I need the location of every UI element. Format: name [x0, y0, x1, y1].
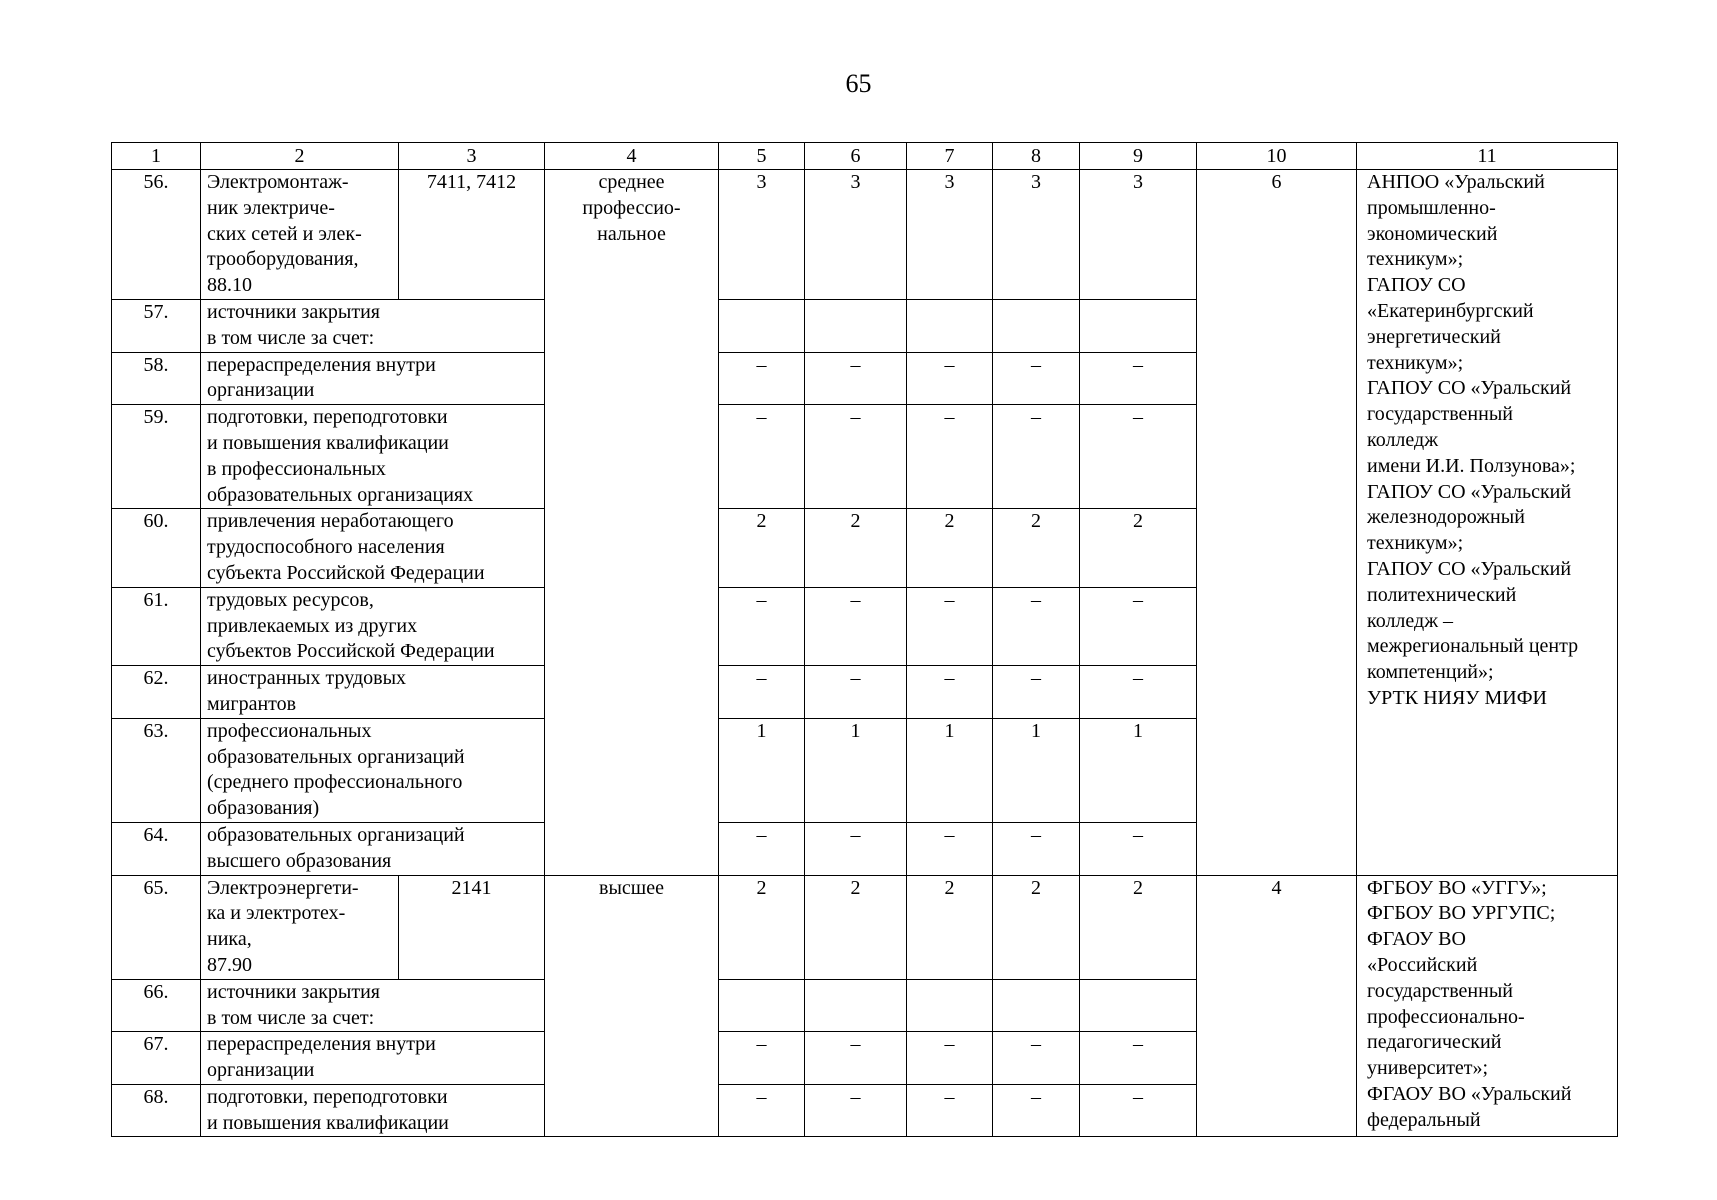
- source-description-line: источники закрытия: [207, 980, 380, 1003]
- profession-name-line: Электроэнергети-: [207, 876, 359, 899]
- source-description-cell: [201, 509, 545, 587]
- source-description-cell: [201, 405, 545, 509]
- source-description-line: иностранных трудовых: [207, 667, 407, 690]
- year-value-cell: 1: [993, 718, 1080, 822]
- institution-line: профессионально-: [1367, 1005, 1525, 1028]
- source-description-line: трудоспособного населения: [207, 536, 445, 559]
- row-number: 57.: [112, 299, 201, 352]
- education-level-line: высшее: [599, 876, 664, 899]
- year-value-cell: 2: [993, 875, 1080, 979]
- institution-count-cell: 6: [1197, 170, 1357, 876]
- institution-line: государственный: [1367, 979, 1513, 1002]
- institution-line: ГАПОУ СО: [1367, 274, 1466, 297]
- profession-name-line: ка и электротех-: [207, 902, 346, 925]
- table-row: [112, 170, 1618, 300]
- institution-line: АНПОО «Уральский: [1367, 171, 1545, 193]
- institution-line: межрегиональный центр: [1367, 635, 1579, 658]
- year-value-cell: –: [993, 352, 1080, 405]
- profession-name-line: 87.90: [207, 953, 252, 976]
- year-value-cell: –: [1080, 1032, 1197, 1085]
- source-description-cell: [201, 299, 545, 352]
- institution-line: промышленно-: [1367, 196, 1496, 219]
- institution-line: федеральный: [1367, 1108, 1481, 1131]
- year-value-cell: [907, 299, 993, 352]
- year-value-cell: –: [805, 405, 907, 509]
- row-number: 68.: [112, 1084, 201, 1137]
- source-description-cell: [201, 979, 545, 1032]
- year-value-cell: –: [993, 405, 1080, 509]
- source-description-line: профессиональных: [207, 719, 372, 742]
- profession-name-line: Электромонтаж-: [207, 171, 349, 193]
- year-value-cell: –: [805, 1032, 907, 1085]
- column-header: 9: [1080, 143, 1197, 170]
- profession-name-line: трооборудования,: [207, 248, 359, 271]
- page-number: 65: [845, 69, 872, 98]
- year-value-cell: –: [1080, 587, 1197, 665]
- education-level-cell: [545, 170, 719, 876]
- year-value-cell: –: [719, 1084, 805, 1137]
- source-description-line: образовательных организаций: [207, 745, 465, 768]
- row-number: 62.: [112, 666, 201, 719]
- year-value-cell: [805, 299, 907, 352]
- institution-line: ФГБОУ ВО «УГГУ»;: [1367, 876, 1547, 899]
- year-value-cell: –: [907, 587, 993, 665]
- institution-line: ГАПОУ СО «Уральский: [1367, 377, 1572, 400]
- source-description-cell: [201, 1032, 545, 1085]
- institution-line: ГАПОУ СО «Уральский: [1367, 480, 1572, 503]
- institution-line: «Екатеринбургский: [1367, 299, 1534, 322]
- source-description-line: высшего образования: [207, 849, 392, 872]
- year-value-cell: –: [805, 587, 907, 665]
- institution-line: железнодорожный: [1367, 506, 1525, 529]
- year-value-cell: [1080, 299, 1197, 352]
- row-number: 60.: [112, 509, 201, 587]
- institution-line: университет»;: [1367, 1057, 1489, 1080]
- source-description-cell: [201, 352, 545, 405]
- row-number: 65.: [112, 875, 201, 979]
- education-level-cell: [545, 875, 719, 1137]
- profession-name-cell: [201, 875, 399, 979]
- education-level-line: профессио-: [582, 196, 681, 219]
- institution-line: техникум»;: [1367, 351, 1464, 374]
- year-value-cell: 1: [907, 718, 993, 822]
- source-description-cell: [201, 587, 545, 665]
- source-description-line: образования): [207, 797, 320, 820]
- institution-line: государственный: [1367, 403, 1513, 426]
- institution-line: УРТК НИЯУ МИФИ: [1367, 686, 1547, 709]
- year-value-cell: –: [907, 1032, 993, 1085]
- year-value-cell: 2: [1080, 509, 1197, 587]
- year-value-cell: –: [805, 822, 907, 875]
- year-value-cell: –: [993, 1084, 1080, 1137]
- institution-line: ГАПОУ СО «Уральский: [1367, 557, 1572, 580]
- institution-line: политехнический: [1367, 583, 1517, 606]
- column-header: 2: [201, 143, 399, 170]
- source-description-line: перераспределения внутри: [207, 1033, 436, 1056]
- institution-count-cell: 4: [1197, 875, 1357, 1137]
- institution-line: колледж –: [1367, 609, 1454, 632]
- source-description-line: подготовки, переподготовки: [207, 1085, 448, 1108]
- source-description-line: в том числе за счет:: [207, 1006, 375, 1029]
- year-value-cell: 2: [719, 509, 805, 587]
- year-value-cell: –: [719, 405, 805, 509]
- institution-line: техникум»;: [1367, 248, 1464, 271]
- year-value-cell: 1: [1080, 718, 1197, 822]
- institution-line: ФГАОУ ВО: [1367, 928, 1466, 951]
- row-number: 59.: [112, 405, 201, 509]
- source-description-line: (среднего профессионального: [207, 771, 463, 794]
- institution-line: экономический: [1367, 222, 1498, 245]
- year-value-cell: [719, 299, 805, 352]
- year-value-cell: [907, 979, 993, 1032]
- source-description-line: привлекаемых из других: [207, 614, 418, 637]
- source-description-line: в профессиональных: [207, 457, 386, 480]
- profession-name-line: 88.10: [207, 274, 252, 297]
- year-value-cell: 2: [719, 875, 805, 979]
- year-value-cell: –: [805, 1084, 907, 1137]
- profession-name-cell: [201, 170, 399, 300]
- year-value-cell: –: [993, 822, 1080, 875]
- year-value-cell: –: [719, 822, 805, 875]
- column-number-header-row: [112, 143, 1618, 170]
- year-value-cell: [1080, 979, 1197, 1032]
- year-value-cell: –: [907, 822, 993, 875]
- year-value-cell: 3: [993, 170, 1080, 300]
- column-header: 11: [1357, 143, 1618, 170]
- year-value-cell: 1: [719, 718, 805, 822]
- column-header: 3: [399, 143, 545, 170]
- row-number: 63.: [112, 718, 201, 822]
- year-value-cell: 2: [1080, 875, 1197, 979]
- institution-line: техникум»;: [1367, 532, 1464, 555]
- column-header: 10: [1197, 143, 1357, 170]
- education-level-line: среднее: [598, 171, 665, 193]
- source-description-line: перераспределения внутри: [207, 353, 436, 376]
- year-value-cell: –: [1080, 666, 1197, 719]
- year-value-cell: –: [805, 352, 907, 405]
- year-value-cell: –: [1080, 352, 1197, 405]
- year-value-cell: 2: [805, 875, 907, 979]
- source-description-line: в том числе за счет:: [207, 326, 375, 349]
- source-description-line: и повышения квалификации: [207, 431, 449, 454]
- year-value-cell: –: [907, 352, 993, 405]
- source-description-cell: [201, 718, 545, 822]
- year-value-cell: 3: [805, 170, 907, 300]
- row-number: 61.: [112, 587, 201, 665]
- year-value-cell: [805, 979, 907, 1032]
- column-header: 7: [907, 143, 993, 170]
- occupation-code-cell: 7411, 7412: [399, 170, 545, 300]
- year-value-cell: –: [719, 666, 805, 719]
- personnel-needs-table: [111, 142, 1618, 1137]
- source-description-line: источники закрытия: [207, 300, 380, 323]
- year-value-cell: 2: [907, 509, 993, 587]
- source-description-line: организации: [207, 379, 315, 402]
- column-header: 8: [993, 143, 1080, 170]
- source-description-line: субъектов Российской Федерации: [207, 640, 495, 663]
- source-description-line: субъекта Российской Федерации: [207, 561, 485, 584]
- profession-name-line: ника,: [207, 928, 252, 951]
- source-description-line: организации: [207, 1059, 315, 1082]
- profession-name-line: ских сетей и элек-: [207, 222, 362, 245]
- year-value-cell: 2: [805, 509, 907, 587]
- year-value-cell: –: [805, 666, 907, 719]
- source-description-line: образовательных организациях: [207, 483, 474, 506]
- column-header: 5: [719, 143, 805, 170]
- education-level-line: нальное: [597, 222, 666, 245]
- source-description-cell: [201, 822, 545, 875]
- institutions-cell: [1357, 170, 1618, 876]
- source-description-line: и повышения квалификации: [207, 1111, 449, 1134]
- institutions-cell: [1357, 875, 1618, 1137]
- row-number: 67.: [112, 1032, 201, 1085]
- year-value-cell: –: [907, 1084, 993, 1137]
- institution-line: ФГБОУ ВО УРГУПС;: [1367, 902, 1556, 925]
- year-value-cell: 3: [907, 170, 993, 300]
- year-value-cell: –: [907, 405, 993, 509]
- year-value-cell: –: [993, 1032, 1080, 1085]
- occupation-code-cell: 2141: [399, 875, 545, 979]
- source-description-line: образовательных организаций: [207, 823, 465, 846]
- year-value-cell: –: [719, 1032, 805, 1085]
- year-value-cell: –: [993, 587, 1080, 665]
- institution-line: колледж: [1367, 428, 1439, 451]
- year-value-cell: 1: [805, 718, 907, 822]
- institution-line: компетенций»;: [1367, 661, 1494, 684]
- column-header: 4: [545, 143, 719, 170]
- column-header: 6: [805, 143, 907, 170]
- year-value-cell: [993, 299, 1080, 352]
- year-value-cell: 3: [719, 170, 805, 300]
- source-description-line: мигрантов: [207, 692, 297, 715]
- column-header: 1: [112, 143, 201, 170]
- row-number: 64.: [112, 822, 201, 875]
- year-value-cell: –: [1080, 1084, 1197, 1137]
- year-value-cell: –: [993, 666, 1080, 719]
- year-value-cell: 2: [907, 875, 993, 979]
- year-value-cell: [993, 979, 1080, 1032]
- year-value-cell: 3: [1080, 170, 1197, 300]
- row-number: 58.: [112, 352, 201, 405]
- row-number: 56.: [112, 170, 201, 300]
- institution-line: «Российский: [1367, 953, 1478, 976]
- year-value-cell: –: [719, 587, 805, 665]
- year-value-cell: –: [1080, 822, 1197, 875]
- source-description-line: подготовки, переподготовки: [207, 406, 448, 429]
- row-number: 66.: [112, 979, 201, 1032]
- source-description-line: трудовых ресурсов,: [207, 588, 374, 611]
- year-value-cell: 2: [993, 509, 1080, 587]
- institution-line: педагогический: [1367, 1031, 1502, 1054]
- year-value-cell: –: [907, 666, 993, 719]
- year-value-cell: [719, 979, 805, 1032]
- institution-line: энергетический: [1367, 325, 1501, 348]
- source-description-cell: [201, 1084, 545, 1137]
- source-description-cell: [201, 666, 545, 719]
- year-value-cell: –: [1080, 405, 1197, 509]
- institution-line: ФГАОУ ВО «Уральский: [1367, 1082, 1572, 1105]
- institution-line: имени И.И. Ползунова»;: [1367, 454, 1576, 477]
- profession-name-line: ник электриче-: [207, 196, 335, 219]
- table-row: [112, 875, 1618, 979]
- source-description-line: привлечения неработающего: [207, 510, 454, 533]
- year-value-cell: –: [719, 352, 805, 405]
